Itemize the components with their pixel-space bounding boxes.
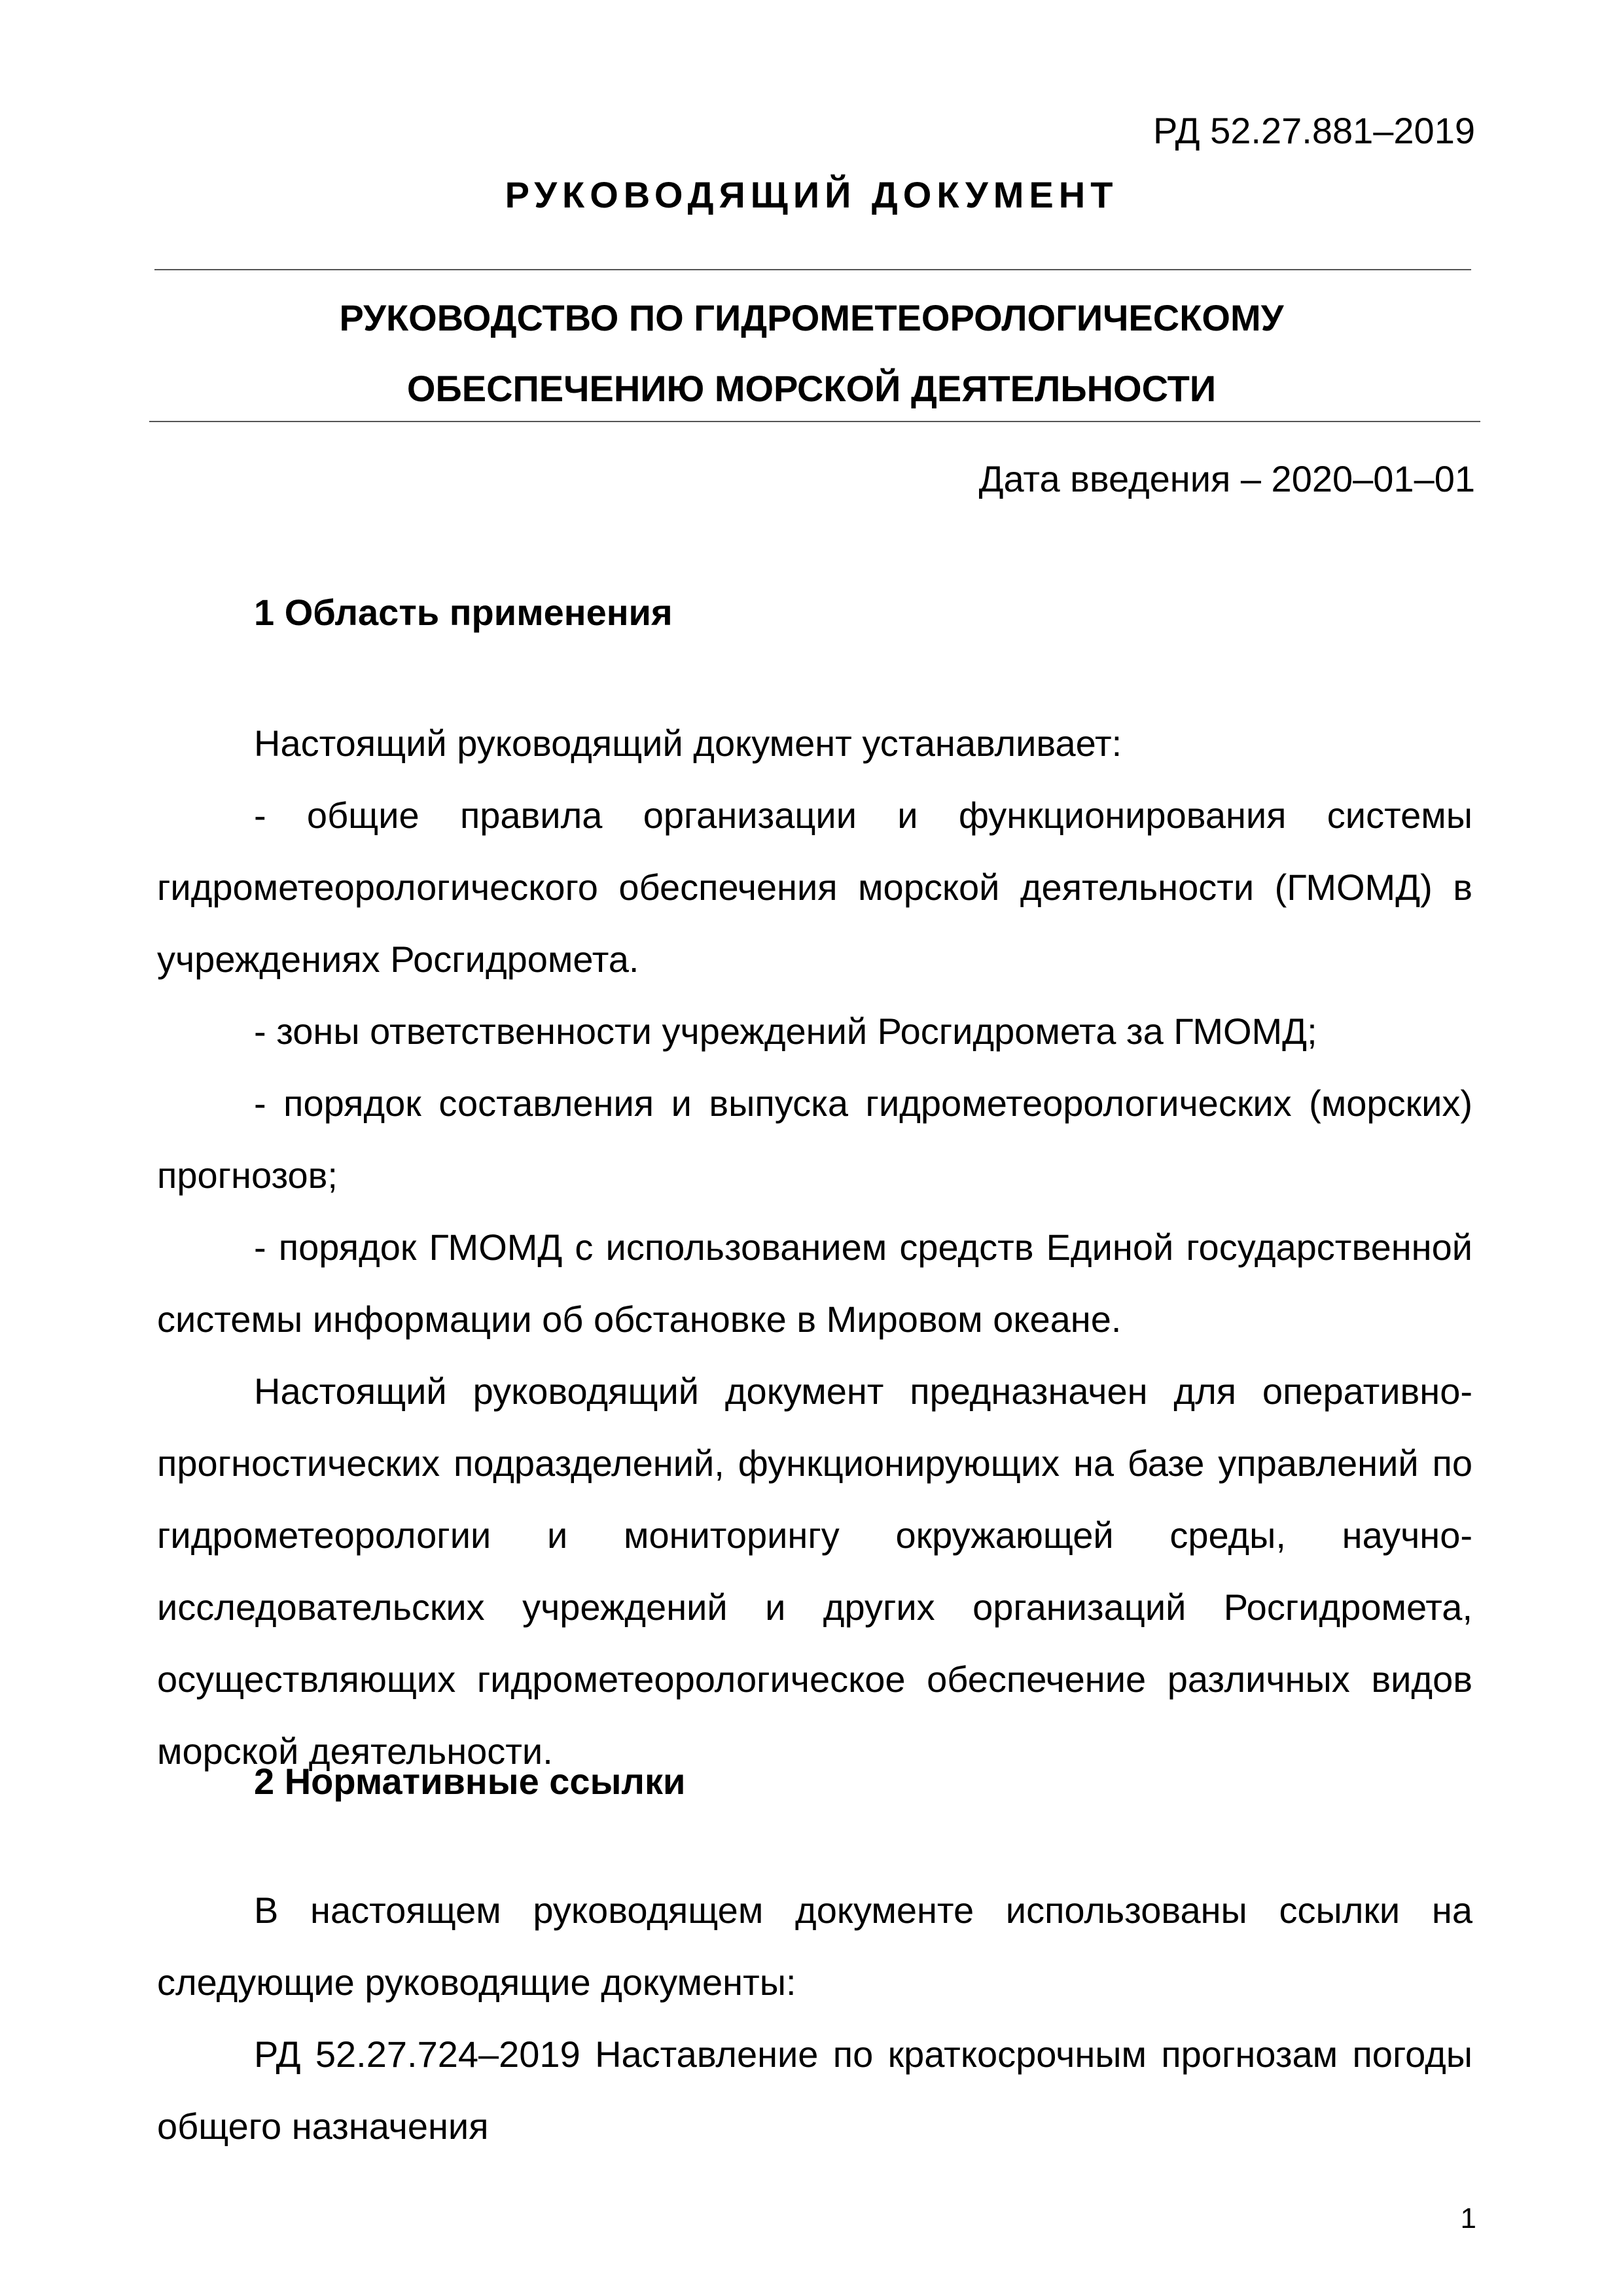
paragraph: Настоящий руководящий документ предназначен для оперативно-прогностических подразделений, функционирующих на базе управлений по гидрометеорологии и мониторингу окружающей среды, научно-исследовательских учреждений и других организаций Росгидромета, осуществляющих гидрометеорологическое обеспечение различных видов морской деятельности.: [157, 1371, 1472, 1772]
document-type: РУКОВОДЯЩИЙ ДОКУМЕНТ: [505, 174, 1118, 215]
list-item: - порядок ГМОМД с использованием средств Единой государственной системы информации об обстановке в Мировом океане.: [157, 1227, 1472, 1340]
introduction-date: Дата введения – 2020–01–01: [978, 458, 1475, 499]
title-line-1: РУКОВОДСТВО ПО ГИДРОМЕТЕОРОЛОГИЧЕСКОМУ: [339, 297, 1284, 338]
paragraph: В настоящем руководящем документе использованы ссылки на следующие руководящие документы:: [157, 1890, 1472, 2003]
paragraph: Настоящий руководящий документ устанавливает:: [254, 723, 1122, 764]
document-title: [0, 283, 1623, 424]
section-2-heading: 2 Нормативные ссылки: [254, 1761, 686, 1802]
section-1-heading: 1 Область применения: [254, 592, 673, 633]
section-1-body: [157, 708, 1472, 1787]
section-2-body: [157, 1874, 1472, 2162]
list-item: - порядок составления и выпуска гидрометеорологических (морских) прогнозов;: [157, 1083, 1472, 1196]
reference-item: РД 52.27.724–2019 Наставление по краткосрочным прогнозам погоды общего назначения: [157, 2034, 1472, 2147]
title-top-divider: [154, 269, 1471, 270]
list-item: - зоны ответственности учреждений Росгидромета за ГМОМД;: [254, 1011, 1317, 1052]
title-line-2: ОБЕСПЕЧЕНИЮ МОРСКОЙ ДЕЯТЕЛЬНОСТИ: [406, 368, 1217, 409]
document-code: РД 52.27.881–2019: [1153, 110, 1475, 151]
page-number: 1: [1460, 2202, 1476, 2234]
list-item: - общие правила организации и функционирования системы гидрометеорологического обеспечения морской деятельности (ГМОМД) в учреждениях Росгидромета.: [157, 795, 1472, 980]
title-bottom-divider: [149, 421, 1480, 422]
